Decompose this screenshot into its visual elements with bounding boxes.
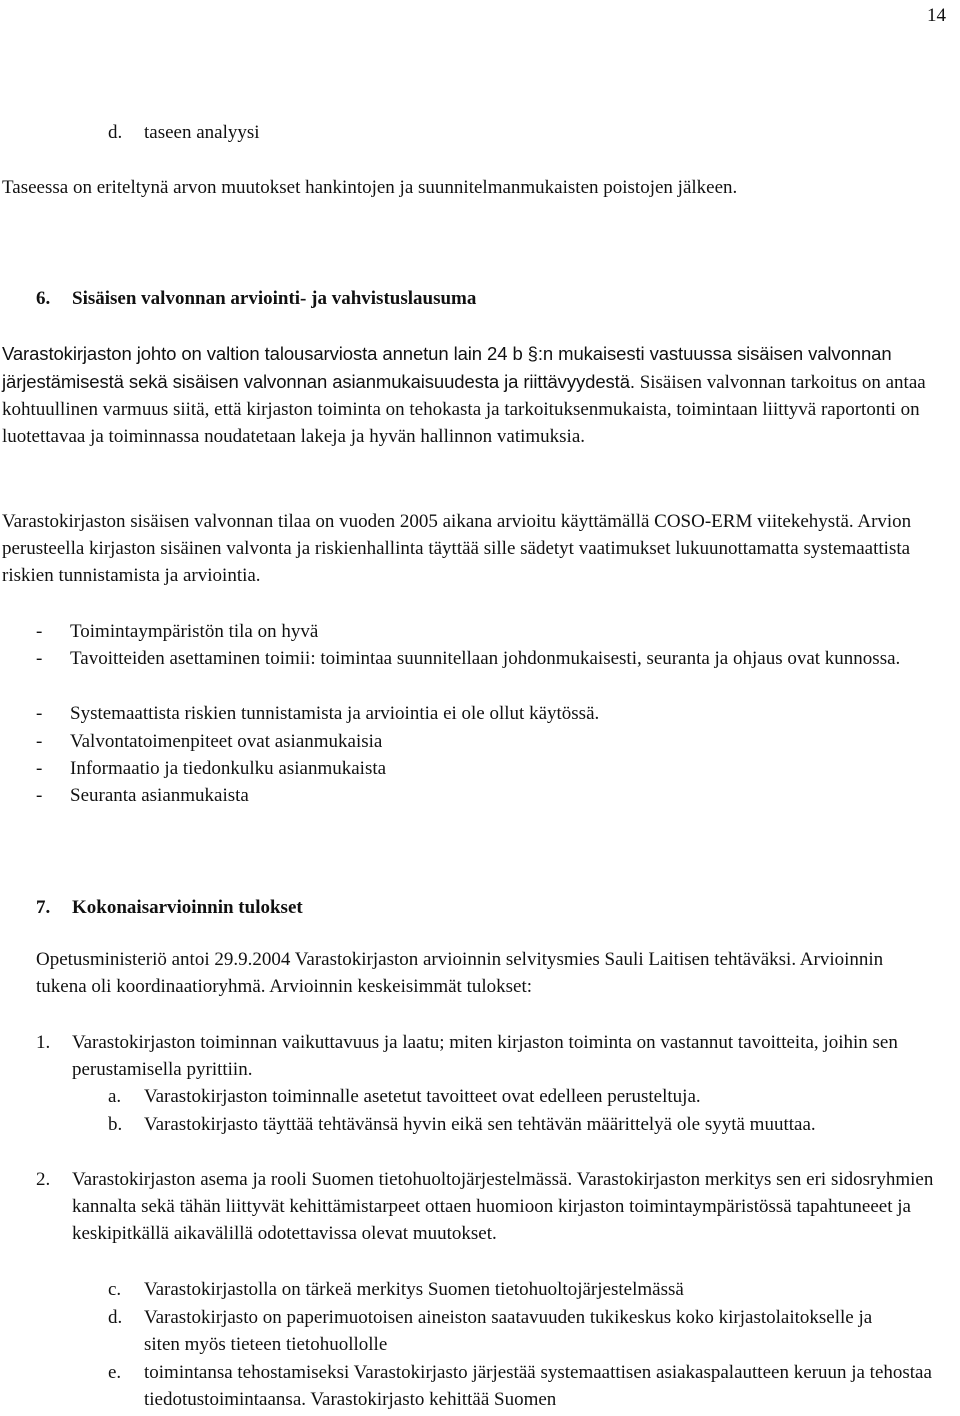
list-item [36, 782, 916, 809]
taseen-heading [108, 119, 956, 146]
section-6-number: 6. [36, 288, 51, 309]
list-item-mark: - [36, 648, 43, 669]
section-6-title: Sisäisen valvonnan arviointi- ja vahvistuslausuma [72, 288, 477, 309]
list-item-mark: - [36, 758, 43, 779]
list-item [36, 645, 916, 672]
list-item-text: Systemaattista riskien tunnistamista ja arviointia ei ole ollut käytössä. [70, 703, 600, 724]
page-number: 14 [927, 5, 946, 26]
section-7-title: Kokonaisarvioinnin tulokset [72, 897, 303, 918]
list-item-mark: - [36, 731, 43, 752]
list-item-mark: d. [108, 1307, 123, 1328]
list-item [36, 1166, 956, 1247]
list-item-mark: c. [108, 1279, 122, 1300]
section-6-paragraph-1b: Sisäisen valvonnan tarkoitus on antaa kohtuullinen varmuus siitä, että kirjaston toiminta on tehokasta ja tarkoituksenmukaista, toimintaan liittyvä raportonti on luotettavaa ja toiminnassa noudatetaan lakeja ja hyvän hallinnon vatimuksia. [2, 372, 926, 447]
section-6-paragraph-2: Varastokirjaston sisäisen valvonnan tilaa on vuoden 2005 aikana arvioitu käyttämällä COSO-ERM viitekehystä. Arvion perusteella kirjaston sisäinen valvonta ja riskienhallinta täyttää sille sädetyt vaatimukset lukuunottamatta systemaattista riskien tunnistamista ja arviointia. [2, 511, 912, 586]
list-item-text: Informaatio ja tiedonkulku asianmukaista [70, 758, 387, 779]
list-item-mark: b. [108, 1114, 123, 1135]
list-item-mark: - [36, 785, 43, 806]
list-item-text: Varastokirjaston asema ja rooli Suomen tietohuoltojärjestelmässä. Varastokirjaston merkitys sen eri sidosryhmien kannalta sekä tähän liittyvät kehittämistarpeet ottaen huomioon kirjaston toimintaympäristössä tapahtuneeet ja keskipitkällä aikavälillä odotettavissa olevat muutokset. [72, 1169, 934, 1244]
list-item-text: Varastokirjastolla on tärkeä merkitys Suomen tietohuoltojärjestelmässä [144, 1279, 684, 1300]
list-item-text: Valvontatoimenpiteet ovat asianmukaisia [70, 731, 383, 752]
list-item-mark: 1. [36, 1032, 51, 1053]
list-item [108, 1083, 916, 1110]
list-item [36, 755, 916, 782]
taseen-heading-label: d. [108, 122, 123, 143]
list-item-mark: - [36, 621, 43, 642]
list-item-mark: - [36, 703, 43, 724]
list-item-text: Toimintaympäristön tila on hyvä [70, 621, 319, 642]
list-item [36, 700, 916, 727]
list-item [36, 1029, 916, 1083]
section-6-paragraph-1a: Varastokirjaston johto on valtion talousarviosta annetun lain 24 b §:n mukaisesti vastuussa sisäisen valvonnan järjestämisestä sekä sisäisen valvonnan asianmukaisuudesta ja riittävyydestä. [2, 343, 892, 392]
section-7-heading [36, 894, 956, 921]
list-item-text: Tavoitteiden asettaminen toimii: toimintaa suunnitellaan johdonmukaisesti, seuranta ja ohjaus ovat kunnossa. [70, 648, 901, 669]
list-item [36, 728, 916, 755]
list-item-text: Varastokirjaston toiminnalle asetetut tavoitteet ovat edelleen perusteltuja. [144, 1086, 701, 1107]
list-item-mark: 2. [36, 1169, 51, 1190]
section-7-number: 7. [36, 897, 51, 918]
list-item [36, 618, 916, 645]
list-item [108, 1276, 948, 1303]
list-item-text: toimintansa tehostamiseksi Varastokirjasto järjestää systemaattisen asiakaspalautteen keruun ja tehostaa tiedotustoimintaansa. Varastokirjasto kehittää Suomen [144, 1362, 932, 1410]
section-6-paragraph-1 [2, 340, 956, 450]
taseen-heading-title: taseen analyysi [144, 122, 260, 143]
list-item [108, 1304, 908, 1358]
list-item-mark: e. [108, 1362, 122, 1383]
list-item [108, 1359, 958, 1413]
section-7-intro: Opetusministeriö antoi 29.9.2004 Varastokirjaston arvioinnin selvitysmies Sauli Laitisen tehtäväksi. Arvioinnin tukena oli koordinaatioryhmä. Arvioinnin keskeisimmät tulokset: [36, 949, 884, 997]
list-item-text: Varastokirjasto on paperimuotoisen aineiston saatavuuden tukikeskus koko kirjastolaitokselle ja siten myös tieteen tietohuollolle [144, 1307, 873, 1355]
list-item-mark: a. [108, 1086, 122, 1107]
list-item-text: Seuranta asianmukaista [70, 785, 249, 806]
list-item [108, 1111, 908, 1138]
taseen-text: Taseessa on eriteltynä arvon muutokset hankintojen ja suunnitelmanmukaisten poistojen jälkeen. [2, 177, 738, 198]
list-item-text: Varastokirjasto täyttää tehtävänsä hyvin eikä sen tehtävän määrittelyä ole syytä muuttaa. [144, 1114, 816, 1135]
section-6-heading [36, 285, 956, 312]
list-item-text: Varastokirjaston toiminnan vaikuttavuus ja laatu; miten kirjaston toiminta on vastannut tavoitteita, joihin sen perustamisella pyrittiin. [72, 1032, 898, 1080]
